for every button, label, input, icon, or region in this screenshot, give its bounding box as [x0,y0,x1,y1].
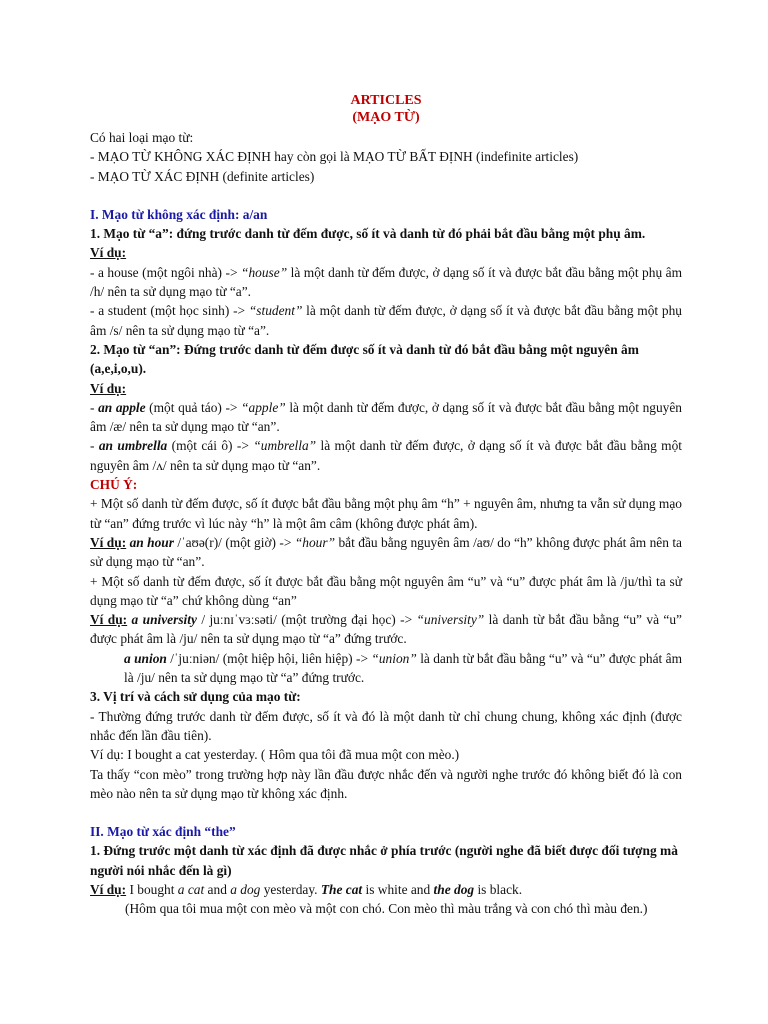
rule-1-a: 1. Mạo từ “a”: đứng trước danh từ đếm được, số ít và danh từ đó phải bắt đầu bằng một phụ âm. [90,226,646,242]
example-apple [90,398,682,437]
example-lead: an hour [126,534,174,550]
example-university [90,610,682,649]
example-text: là danh từ bắt đầu bằng “u” và “u” được phát âm là /ju/ nên ta sử dụng mạo từ “a” đứng trước. [90,612,682,647]
example-word: “house” [241,264,288,280]
example-umbrella [90,436,682,475]
example-word: “student” [248,303,303,319]
example-text: and [204,881,231,897]
example-text: / juːnɪˈvɜːsəti/ (một trường đại học) -> [196,612,417,628]
example-text: I bought [126,881,178,897]
example-union [90,649,682,688]
example-text: - a house (một ngôi nhà) -> [90,264,242,280]
example-word: “university” [416,612,485,628]
example-text: yesterday. [260,881,321,897]
note-u-as-ju: + Một số danh từ đếm được, số ít được bắt đầu bằng một nguyên âm “u” và “u” được phát âm là /ju/thì ta sử dụng mạo từ “a” chứ không dùng “an” [90,573,682,608]
example-label: Ví dụ: [90,534,127,550]
example-word: “umbrella” [253,438,317,454]
note-silent-h: + Một số danh từ đếm được, số ít được bắt đầu bằng một phụ âm “h” + nguyên âm, nhưng ta vẫn sử dụng mạo từ “an” đứng trước vì lúc này “h” là một âm câm (không được phát âm). [90,496,682,531]
example-lead: The cat [320,881,363,897]
spacer [90,186,682,205]
example-text: is black. [474,881,523,897]
example-text: là danh từ bắt đầu bằng “u” và “u” được phát âm là /ju/ nên ta sử dụng mạo từ “a” đứng trước. [124,650,682,686]
example-text: - [90,399,99,415]
example-text: (một cái ô) -> [167,438,254,454]
rule-the-1: 1. Đứng trước một danh từ xác định đã được nhắc ở phía trước (người nghe đã biết được đối tượng mà người nói nhắc đến là gì) [90,843,678,878]
example-text: là một danh từ đếm được, ở dạng số ít và được bắt đầu bằng một nguyên âm /æ/ nên ta sử dụng mạo từ “an”. [90,399,682,435]
example-hour [90,533,682,572]
example-text: /ˈjuːniən/ (một hiệp hội, liên hiệp) -> [166,650,372,666]
section-1-heading: I. Mạo từ không xác định: a/an [90,206,268,222]
example-text: là một danh từ đếm được, ở dạng số ít và được bắt đầu bằng một nguyên âm /ʌ/ nên ta sử dụng mạo từ “an”. [90,438,683,473]
example-translation: (Hôm qua tôi mua một con mèo và một con chó. Con mèo thì màu trắng và con chó thì màu đen.) [125,901,648,917]
title-line-2: (MẠO TỪ) [352,110,420,125]
example-lead: a union [124,650,167,666]
example-lead: a university [127,612,197,628]
intro-line-3: - MẠO TỪ XÁC ĐỊNH (definite articles) [90,168,315,184]
example-text: - a student (một học sinh) -> [90,303,249,319]
usage-description: - Thường đứng trước danh từ đếm được, số ít và đó là một danh từ chỉ chung chung, không xác định (được nhắc đến lần đầu tiên). [90,708,682,743]
example-text: là một danh từ đếm được, ở dạng số ít và được bắt đầu bằng một phụ âm /h/ nên ta sử dụng mạo từ “a”. [90,264,683,300]
example-word: “union” [371,650,417,666]
example-label: Ví dụ: [90,612,128,628]
usage-note: Ta thấy “con mèo” trong trường hợp này lần đầu được nhắc đến và người nghe trước đó không biết đó là con mèo nào nên ta sử dụng mạo từ không xác định. [90,766,682,801]
example-text: là một danh từ đếm được, ở dạng số ít và được bắt đầu bằng một phụ âm /s/ nên ta sử dụng mạo từ “a”. [90,303,682,338]
example-word: a cat [177,881,205,897]
note-label: CHÚ Ý: [90,477,138,493]
example-lead: an apple [98,399,146,415]
example-word: “apple” [241,399,286,415]
title-line-1: ARTICLES [350,93,422,108]
example-lead: an umbrella [98,438,168,454]
section-2-heading: II. Mạo từ xác định “the” [90,824,236,840]
example-house [90,263,682,302]
document-title [90,92,682,126]
example-label: Ví dụ: [90,380,127,396]
example-text: is white and [362,881,434,897]
example-text: - [90,438,99,454]
example-word: “hour” [294,534,336,550]
example-lead: the dog [433,881,475,897]
spacer [90,803,682,822]
example-label: Ví dụ: [90,245,127,261]
example-student [90,301,682,340]
rule-2-an: 2. Mạo từ “an”: Đứng trước danh từ đếm được số ít và danh từ đó bắt đầu bằng một nguyên âm (a,e,i,o,u). [90,341,639,377]
example-text: bắt đầu bằng nguyên âm /aʊ/ do “h” không được phát âm nên ta sử dụng mạo từ “an”. [90,534,683,570]
usage-example: Ví dụ: I bought a cat yesterday. ( Hôm qua tôi đã mua một con mèo.) [90,747,460,763]
rule-3-position: 3. Vị trí và cách sử dụng của mạo từ: [90,689,301,705]
example-label: Ví dụ: [90,881,127,897]
example-text: (một quả táo) -> [145,399,242,415]
example-text: /ˈaʊə(r)/ (một giờ) -> [173,534,295,550]
example-cat-dog [90,880,682,899]
intro-line-2: - MẠO TỪ KHÔNG XÁC ĐỊNH hay còn gọi là MẠO TỪ BẤT ĐỊNH (indefinite articles) [90,149,579,165]
intro-line-1: Có hai loại mạo từ: [90,130,194,145]
example-word: a dog [230,881,261,897]
